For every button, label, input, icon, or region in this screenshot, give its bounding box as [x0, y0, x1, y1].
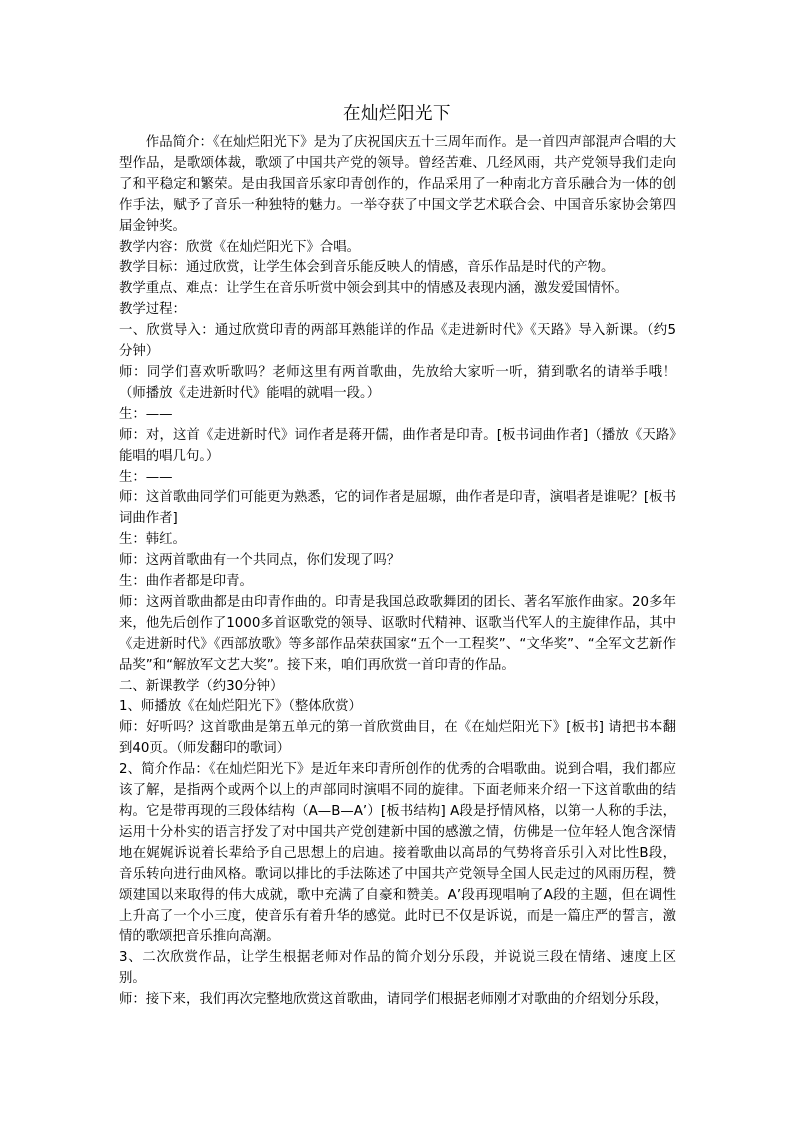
paragraph: 3、二次欣赏作品，让学生根据老师对作品的简介划分乐段，并说说三段在情绪、速度上区别。 — [119, 950, 676, 987]
paragraph: 师：这两首歌曲有一个共同点，你们发现了吗？ — [119, 553, 401, 569]
paragraph: 师：这首歌曲同学们可能更为熟悉，它的词作者是屈塬，曲作者是印青，演唱者是谁呢？[板书词曲作者] — [119, 490, 676, 527]
paragraph: 生：韩红。 — [119, 532, 186, 548]
paragraph: 生：—— — [119, 406, 173, 422]
paragraph: 师：好听吗？这首歌曲是第五单元的第一首欣赏曲目，在《在灿烂阳光下》[板书] 请把书本翻到40页。（师发翻印的歌词） — [119, 720, 676, 757]
paragraph: 作品简介：《在灿烂阳光下》是为了庆祝国庆五十三周年而作。是一首四声部混声合唱的大型作品，是歌颂体裁，歌颂了中国共产党的领导。曾经苦难、几经风雨，共产党领导我们走向了和平稳定和繁荣。是由我国音乐家印青创作的，作品采用了一种南北方音乐融合为一体的创作手法，赋予了音乐一种独特的魅力。一举夺获了中国文学艺术联合会、中国音乐家协会第四届金钟奖。 — [119, 135, 676, 234]
paragraph: 一、欣赏导入：通过欣赏印青的两部耳熟能详的作品《走进新时代》《天路》导入新课。（约5分钟） — [119, 323, 676, 360]
paragraph: 1、师播放《在灿烂阳光下》（整体欣赏） — [119, 699, 362, 715]
paragraph: 师：这两首歌曲都是由印青作曲的。印青是我国总政歌舞团的团长、著名军旅作曲家。20多年来，他先后创作了1000多首讴歌党的领导、讴歌时代精神、讴歌当代军人的主旋律作品，其中《走进新时代》《西部放歌》等多部作品荣获国家“五个一工程奖”、“文华奖”、“全军文艺新作品奖”和“解放军文艺大奖”。接下来，咱们再欣赏一首印青的作品。 — [119, 594, 676, 673]
paragraph: 教学目标：通过欣赏，让学生体会到音乐能反映人的情感，音乐作品是时代的产物。 — [119, 260, 615, 276]
paragraph: 教学内容：欣赏《在灿烂阳光下》合唱。 — [119, 239, 361, 255]
paragraph: 生：—— — [119, 469, 173, 485]
paragraph: 师：接下来，我们再次完整地欣赏这首歌曲，请同学们根据老师刚才对歌曲的介绍划分乐段， — [119, 992, 669, 1008]
paragraph: 二、新课教学（约30分钟） — [119, 678, 284, 694]
paragraph: 2、简介作品：《在灿烂阳光下》是近年来印青所创作的优秀的合唱歌曲。说到合唱，我们都应该了解，是指两个或两个以上的声部同时演唱不同的旋律。下面老师来介绍一下这首歌曲的结构。它是带再现的三段体结构（A—B—A’）[板书结构] A段是抒情风格，以第一人称的手法，运用十分朴实的语言抒发了对中国共产党创建新中国的感激之情，仿佛是一位年轻人饱含深情地在娓娓诉说着长辈给予自己思想上的启迪。接着歌曲以高昂的气势将音乐引入对比性B段，音乐转向进行曲风格。歌词以排比的手法陈述了中国共产党领导全国人民走过的风雨历程，赞颂建国以来取得的伟大成就，歌中充满了自豪和赞美。A’段再现唱响了A段的主题，但在调性上升高了一个小三度，使音乐有着升华的感觉。此时已不仅是诉说，而是一篇庄严的誓言，激情的歌颂把音乐推向高潮。 — [119, 762, 676, 945]
document-body — [119, 133, 676, 1011]
paragraph: 教学过程： — [119, 302, 186, 318]
paragraph: 生：曲作者都是印青。 — [119, 574, 253, 590]
paragraph: 教学重点、难点：让学生在音乐听赏中领会到其中的情感及表现内涵，激发爱国情怀。 — [119, 281, 628, 297]
paragraph: 师：对，这首《走进新时代》词作者是蒋开儒，曲作者是印青。[板书词曲作者]（播放《天路》能唱的唱几句。） — [119, 427, 676, 464]
document-title: 在灿烂阳光下 — [343, 104, 451, 124]
paragraph: 师：同学们喜欢听歌吗？老师这里有两首歌曲，先放给大家听一听，猜到歌名的请举手哦！（师播放《走进新时代》能唱的就唱一段。） — [119, 364, 676, 401]
